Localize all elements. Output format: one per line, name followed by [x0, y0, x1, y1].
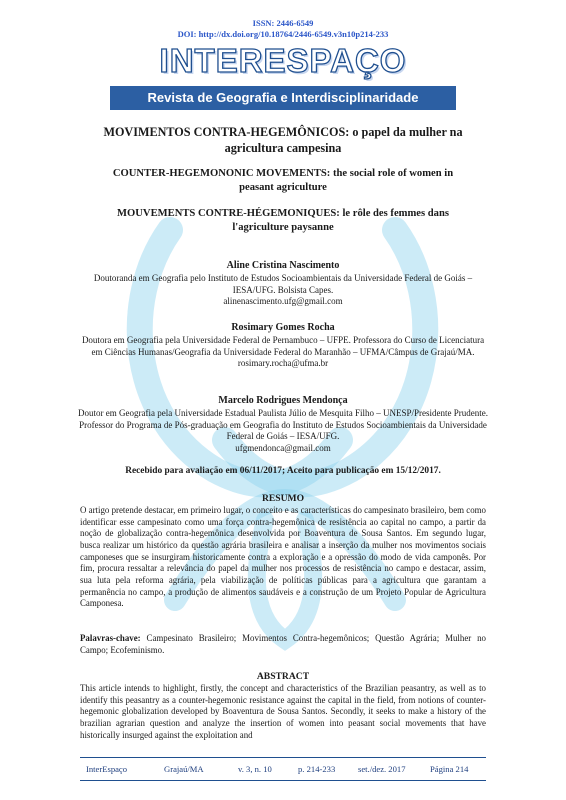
journal-subtitle-banner: Revista de Geografia e Interdisciplinaridade	[110, 86, 456, 110]
abstract-heading: ABSTRACT	[256, 671, 310, 682]
author-affiliation	[78, 273, 488, 308]
keywords-label: Palavras-chave:	[80, 633, 141, 643]
author-email[interactable]: alinenascimento.ufg@gmail.com	[223, 296, 343, 307]
author-name: Rosimary Gomes Rocha	[231, 322, 335, 333]
footer-journal: InterEspaço	[86, 764, 128, 774]
title-french: MOUVEMENTS CONTRE-HÉGEMONIQUES: le rôle des femmes dans l'agriculture paysanne	[117, 208, 449, 233]
keywords	[80, 633, 486, 656]
affiliation-text: Doutoranda em Geografia pelo Instituto de Estudos Socioambientais da Universidade Federal de Goiás – IESA/UFG. Bolsista Capes.	[93, 273, 473, 295]
affiliation-text: Doutora em Geografia pela Universidade Federal de Pernambuco – UFPE. Professora do Curso de Licenciatura em Ciências Humanas/Geografia da Universidade Federal do Maranhão – UFMA/Câmpus de Grajaú/MA.	[81, 335, 485, 357]
footer-place: Grajaú/MA	[164, 764, 204, 774]
footer-volume: v. 3, n. 10	[238, 764, 272, 774]
author-affiliation	[78, 335, 488, 370]
abstract-text: This article intends to highlight, firstly, the concept and characteristics of the Brazilian peasantry, as well as to identify this peasantry as a counter-hegemonic resistance against the capital in the field, from notions of counter-hegemonic globalization developed by Boaventura de Sousa Santos. Secondly, it seeks to make a history of the brazilian agrarian question and analyze the insertion of women into peasant social movements that have historically insurged against the exploitation and	[80, 683, 486, 740]
resumo-text: O artigo pretende destacar, em primeiro lugar, o conceito e as características do campesinato brasileiro, bem como identificar esse campesinato como uma força contra-hegemônica de resistência ao capital no campo, a partir da noção de globalização contra-hegemônica desenvolvida por Boaventura de Sousa Santos. Em segundo lugar, busca realizar um histórico da questão agrária brasileira e analisar a inserção da mulher nos movimentos sociais camponeses que se insurgiram historicamente contra a exploração e a opressão do modo de vida camponês. Por fim, procura ressaltar a relevância do papel da mulher nos processos de resistência no campo e destacar, assim, sua luta pela reforma agrária, pela viabilização de políticas públicas para a agricultura que garantam a permanência no campo, a produção de alimentos saudáveis e a construção de um Projeto Popular de Agricultura Camponesa.	[80, 505, 486, 609]
resumo-heading: RESUMO	[261, 493, 305, 504]
page-footer	[80, 757, 486, 781]
author-affiliation	[78, 408, 488, 454]
footer-date: set./dez. 2017	[358, 764, 406, 774]
doi-link[interactable]: DOI: http://dx.doi.org/10.18764/2446-6549.v3n10p214-233	[177, 29, 389, 39]
submission-dates: Recebido para avaliação em 06/11/2017; Aceito para publicação em 15/12/2017.	[125, 466, 441, 476]
journal-logo	[110, 41, 456, 81]
author-name: Marcelo Rodrigues Mendonça	[218, 395, 348, 406]
author-email[interactable]: rosimary.rocha@ufma.br	[237, 358, 329, 369]
title-english: COUNTER-HEGEMONONIC MOVEMENTS: the social role of women in peasant agriculture	[112, 168, 454, 193]
issn: ISSN: 2446-6549	[252, 18, 314, 28]
title-portuguese: MOVIMENTOS CONTRA-HEGEMÔNICOS: o papel da mulher na agricultura campesina	[103, 125, 463, 155]
author-name: Aline Cristina Nascimento	[226, 260, 340, 271]
author-email[interactable]: ufgmendonca@gmail.com	[235, 442, 331, 453]
keywords-text: Campesinato Brasileiro; Movimentos Contra-hegemônicos; Questão Agrária; Mulher no Campo; Ecofeminismo.	[80, 633, 486, 655]
affiliation-text: Doutor em Geografia pela Universidade Estadual Paulista Júlio de Mesquita Filho – UNESP/Presidente Prudente. Professor do Programa de Pós-graduação em Geografia do Instituto de Estudos Socioambientais da Universidade Federal de Goiás – IESA/UFG.	[78, 408, 488, 442]
journal-logo-text: INTERESPAÇO	[159, 42, 407, 79]
footer-page-number: Página 214	[430, 764, 469, 774]
footer-pages: p. 214-233	[298, 764, 336, 774]
